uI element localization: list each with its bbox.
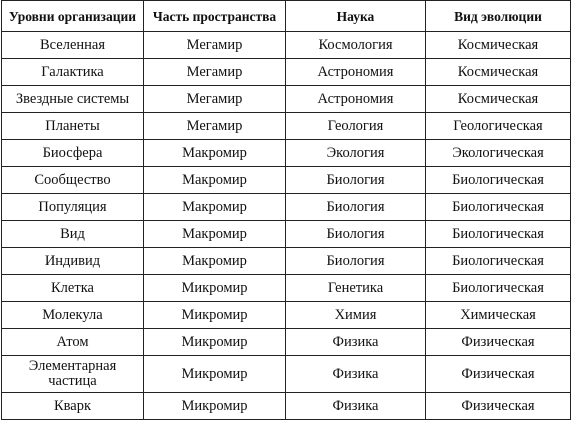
space-cell: Макромир (144, 140, 286, 167)
table-row (2, 113, 571, 140)
science-cell: Экология (286, 140, 426, 167)
table-row (2, 329, 571, 356)
evolution-cell: Химическая (426, 302, 571, 329)
science-cell: Генетика (286, 275, 426, 302)
evolution-cell: Биологическая (426, 275, 571, 302)
level-cell: Элементарная частица (2, 356, 144, 393)
evolution-cell: Физическая (426, 356, 571, 393)
science-cell: Физика (286, 329, 426, 356)
science-cell: Биология (286, 194, 426, 221)
table-row (2, 393, 571, 420)
space-cell: Микромир (144, 302, 286, 329)
space-cell: Микромир (144, 393, 286, 420)
space-cell: Микромир (144, 356, 286, 393)
level-cell: Галактика (2, 59, 144, 86)
space-cell: Макромир (144, 194, 286, 221)
evolution-cell: Экологическая (426, 140, 571, 167)
table-body (2, 32, 571, 420)
space-cell: Мегамир (144, 86, 286, 113)
space-cell: Мегамир (144, 32, 286, 59)
table-row (2, 86, 571, 113)
table-row (2, 248, 571, 275)
table-row (2, 275, 571, 302)
organization-levels-table (1, 0, 571, 420)
level-cell: Молекула (2, 302, 144, 329)
space-cell: Мегамир (144, 113, 286, 140)
table-row (2, 302, 571, 329)
header-row (2, 1, 571, 32)
evolution-cell: Геологическая (426, 113, 571, 140)
science-cell: Химия (286, 302, 426, 329)
level-cell: Клетка (2, 275, 144, 302)
science-cell: Биология (286, 221, 426, 248)
table-row (2, 140, 571, 167)
table-row (2, 32, 571, 59)
level-cell: Биосфера (2, 140, 144, 167)
space-cell: Микромир (144, 329, 286, 356)
space-cell: Макромир (144, 221, 286, 248)
level-cell: Вид (2, 221, 144, 248)
table-row (2, 59, 571, 86)
level-cell: Популяция (2, 194, 144, 221)
evolution-cell: Физическая (426, 329, 571, 356)
evolution-cell: Физическая (426, 393, 571, 420)
evolution-cell: Биологическая (426, 167, 571, 194)
science-cell: Физика (286, 393, 426, 420)
header-space-part: Часть пространства (144, 1, 286, 32)
table-header (2, 1, 571, 32)
science-cell: Биология (286, 167, 426, 194)
level-cell: Звездные системы (2, 86, 144, 113)
header-science: Наука (286, 1, 426, 32)
header-evolution-type: Вид эволюции (426, 1, 571, 32)
level-cell: Атом (2, 329, 144, 356)
science-cell: Астрономия (286, 59, 426, 86)
evolution-cell: Биологическая (426, 194, 571, 221)
evolution-cell: Биологическая (426, 221, 571, 248)
evolution-cell: Космическая (426, 32, 571, 59)
space-cell: Макромир (144, 167, 286, 194)
space-cell: Микромир (144, 275, 286, 302)
science-cell: Физика (286, 356, 426, 393)
table-row (2, 194, 571, 221)
evolution-cell: Космическая (426, 86, 571, 113)
evolution-cell: Биологическая (426, 248, 571, 275)
header-levels: Уровни организации (2, 1, 144, 32)
level-cell: Вселенная (2, 32, 144, 59)
table-row (2, 167, 571, 194)
space-cell: Мегамир (144, 59, 286, 86)
science-cell: Биология (286, 248, 426, 275)
evolution-cell: Космическая (426, 59, 571, 86)
science-cell: Астрономия (286, 86, 426, 113)
level-cell: Кварк (2, 393, 144, 420)
science-cell: Геология (286, 113, 426, 140)
science-cell: Космология (286, 32, 426, 59)
level-cell: Сообщество (2, 167, 144, 194)
table-row (2, 221, 571, 248)
table-row (2, 356, 571, 393)
space-cell: Макромир (144, 248, 286, 275)
level-cell: Планеты (2, 113, 144, 140)
level-cell: Индивид (2, 248, 144, 275)
